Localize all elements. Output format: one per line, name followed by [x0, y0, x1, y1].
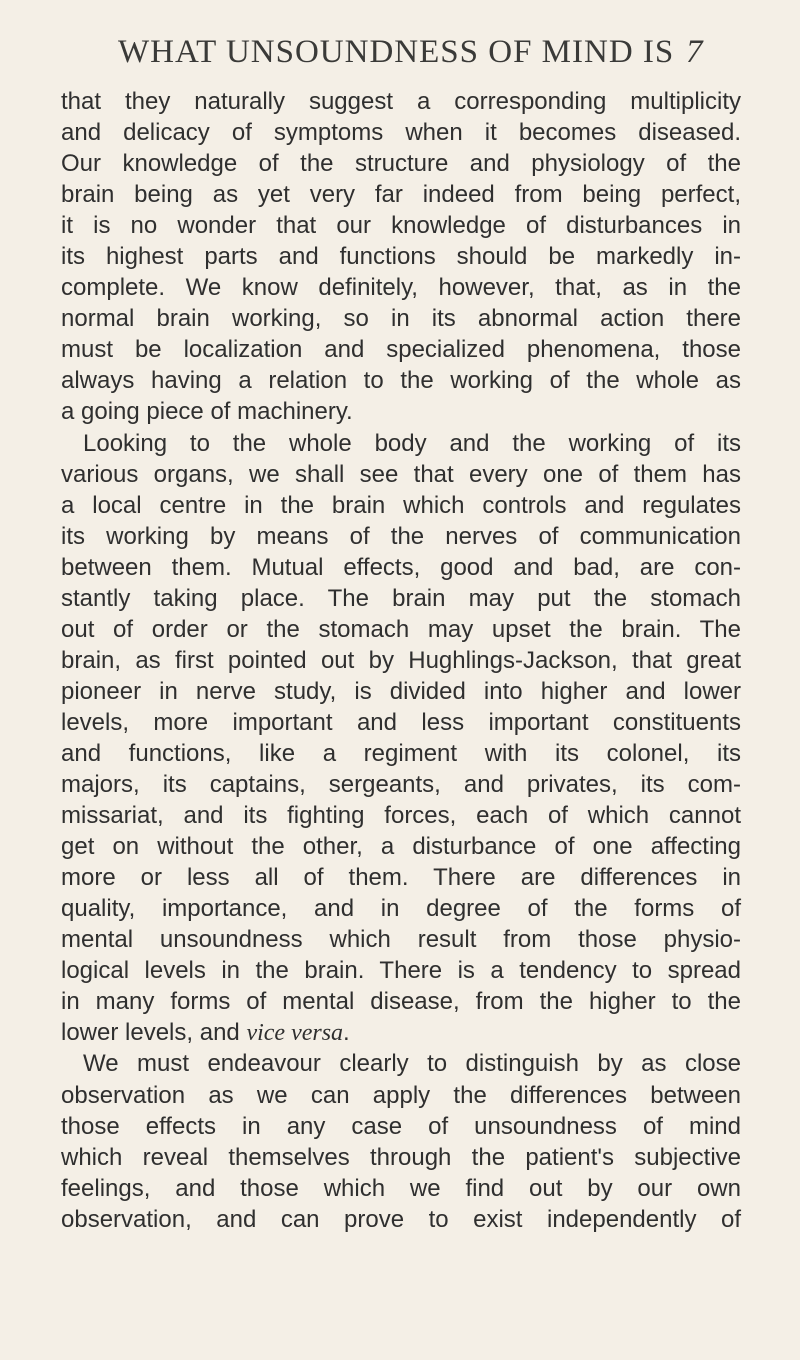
text-line: logical levels in the brain. There is a tendency to spread [61, 957, 741, 985]
text-line: stantly taking place. The brain may put the stomach [61, 584, 741, 612]
text-line: Our knowledge of the structure and physiology of the [61, 150, 741, 178]
italic-phrase: vice versa [246, 1020, 344, 1047]
text-line: normal brain working, so in its abnormal action there [61, 305, 741, 333]
text-line: feelings, and those which we find out by our own [61, 1174, 741, 1202]
text-line: various organs, we shall see that every one of them has [61, 460, 741, 488]
text-line: must be localization and specialized phenomena, those [61, 336, 741, 364]
text-line: its highest parts and functions should be markedly in- [61, 243, 741, 271]
text-run: . [343, 1019, 350, 1047]
text-line: more or less all of them. There are differences in [61, 864, 741, 892]
text-line: quality, importance, and in degree of the forms of [61, 895, 741, 923]
paragraph-3 [61, 1048, 741, 1234]
text-line: missariat, and its fighting forces, each of which cannot [61, 802, 741, 830]
text-line: a local centre in the brain which controls and regulates [61, 491, 741, 519]
text-line: observation, and can prove to exist independently of [61, 1205, 741, 1233]
text-line: levels, more important and less important constituents [61, 708, 741, 736]
page-number: 7 [686, 34, 704, 70]
text-line: pioneer in nerve study, is divided into higher and lower [61, 677, 741, 705]
paragraph-2 [61, 428, 741, 1049]
text-line: its working by means of the nerves of communication [61, 522, 741, 550]
running-head [118, 34, 704, 74]
text-line: We must endeavour clearly to distinguish by as close [83, 1050, 741, 1078]
paragraph-1 [61, 86, 741, 428]
text-line: which reveal themselves through the patient's subjective [61, 1143, 741, 1171]
text-line: brain, as first pointed out by Hughlings-Jackson, that great [61, 646, 741, 674]
text-line: always having a relation to the working of the whole as [61, 367, 741, 395]
text-line: and delicacy of symptoms when it becomes diseased. [61, 119, 741, 147]
text-line: in many forms of mental disease, from the higher to the [61, 988, 741, 1016]
text-line: it is no wonder that our knowledge of disturbances in [61, 212, 741, 240]
text-line: Looking to the whole body and the working of its [83, 429, 741, 457]
text-line: out of order or the stomach may upset the brain. The [61, 615, 741, 643]
text-line: observation as we can apply the differences between [61, 1081, 741, 1109]
text-line-with-italic [61, 1017, 741, 1048]
text-line: a going piece of machinery. [61, 398, 353, 426]
body-text [61, 86, 741, 1235]
text-line: and functions, like a regiment with its colonel, its [61, 739, 741, 767]
text-line: brain being as yet very far indeed from being perfect, [61, 181, 741, 209]
text-run: lower levels, and [61, 1019, 247, 1047]
text-line: mental unsoundness which result from those physio- [61, 926, 741, 954]
text-line: between them. Mutual effects, good and bad, are con- [61, 553, 741, 581]
running-head-title: WHAT UNSOUNDNESS OF MIND IS [118, 34, 675, 70]
text-line: that they naturally suggest a corresponding multiplicity [61, 88, 741, 115]
text-line: majors, its captains, sergeants, and privates, its com- [61, 771, 741, 799]
text-line: get on without the other, a disturbance of one affecting [61, 833, 741, 861]
text-line: those effects in any case of unsoundness of mind [61, 1112, 741, 1140]
text-line: complete. We know definitely, however, that, as in the [61, 274, 741, 302]
